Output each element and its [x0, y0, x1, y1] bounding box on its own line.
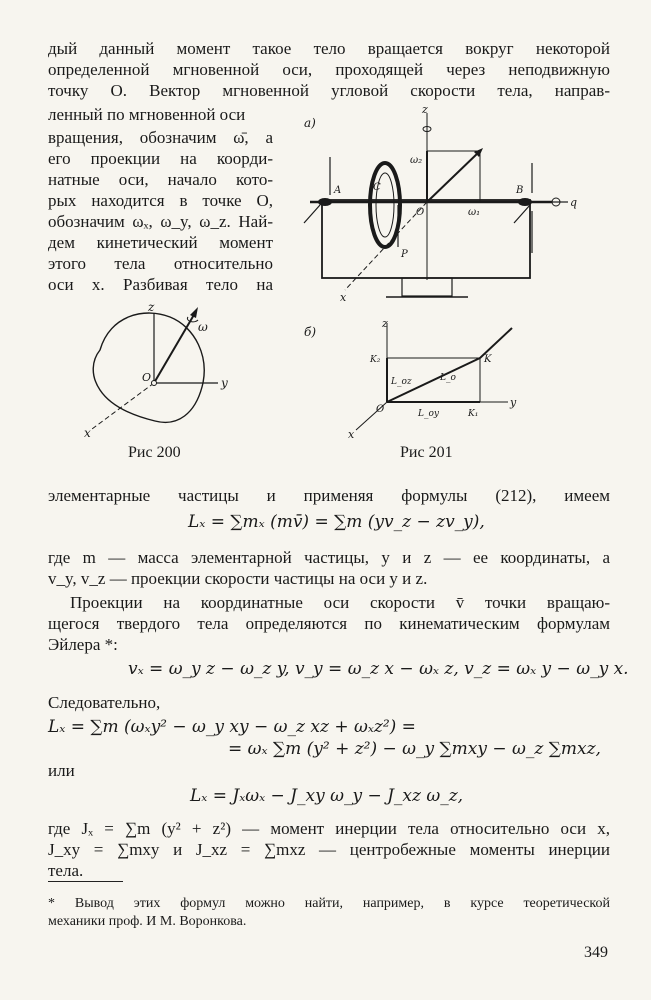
frame — [322, 200, 530, 278]
omega-vector — [427, 151, 480, 202]
text-line: этого тела относительно — [48, 254, 273, 273]
text-line: щегося твердого тела определяются по кинематическим формулам — [48, 614, 610, 633]
label-ky: K₁ — [468, 409, 479, 419]
figure-201b — [290, 318, 610, 443]
bearing-b — [518, 198, 532, 206]
label-c: C — [373, 182, 381, 193]
text-line: v_y, v_z — проекции скорости частицы на оси y и z. — [48, 569, 428, 588]
label-b-point: B — [516, 185, 524, 196]
text-line: или — [48, 761, 75, 780]
text-line: оси x. Разбивая тело на — [48, 275, 273, 294]
figure-200-caption: Рис 200 — [128, 444, 181, 461]
force-left-x — [304, 205, 320, 223]
formula-lx-definition: Lₓ = ∑mₓ (mv̄) = ∑m (yv_z − zv_y), — [188, 512, 485, 532]
text-line: вращения, обозначим ω̄, а — [48, 128, 273, 147]
footnote-line: механики проф. И М. Воронкова. — [48, 914, 247, 929]
label-loy: L_oy — [418, 409, 439, 419]
text-line: обозначим ωₓ, ω_y, ω_z. Най- — [48, 212, 273, 231]
label-o: O — [376, 404, 385, 415]
label-o: O — [416, 207, 425, 218]
omega-vector — [154, 313, 195, 383]
text-line: дый данный момент такое тело вращается вокруг некоторой — [48, 39, 610, 58]
text-line: Эйлера *: — [48, 635, 118, 654]
label-x: x — [348, 428, 355, 441]
footnote-line: * Вывод этих формул можно найти, например, в курсе теоретической — [48, 896, 610, 911]
force-right-x — [514, 205, 530, 223]
bearing-a — [318, 198, 332, 206]
formula-expansion-line1: Lₓ = ∑m (ωₓy² − ω_y xy − ω_z xz + ωₓz²) = — [48, 717, 416, 737]
label-x: x — [84, 426, 91, 440]
base — [402, 278, 452, 296]
text-line: элементарные частицы и применяя формулы (212), имеем — [48, 486, 610, 505]
label-a: а) — [304, 116, 316, 130]
label-omega: ω — [198, 320, 208, 334]
figure-201-caption: Рис 201 — [400, 444, 453, 461]
page-number: 349 — [584, 944, 608, 961]
label-z: z — [422, 103, 428, 116]
x-axis — [92, 383, 154, 429]
label-omega2: ω₂ — [410, 155, 423, 166]
text-line: натные оси, начало кото- — [48, 170, 273, 189]
formula-lx-result: Lₓ = Jₓωₓ − J_xy ω_y − J_xz ω_z, — [190, 786, 464, 806]
label-o: O — [142, 371, 152, 384]
text-line: ленный по мгновенной оси — [48, 105, 246, 124]
text-line: точку O. Вектор мгновенной угловой скорости тела, направ- — [48, 81, 610, 100]
label-a-point: A — [334, 185, 342, 196]
body-outline — [93, 313, 204, 422]
label-q: q — [570, 196, 578, 209]
origin-point — [152, 381, 157, 386]
text-line: Проекции на координатные оси скорости v̄ точки вращаю- — [70, 593, 610, 612]
label-k: K — [484, 354, 492, 365]
text-line: Следовательно, — [48, 693, 161, 712]
label-omega1: ω₁ — [468, 207, 481, 218]
text-line: тела. — [48, 861, 84, 880]
label-x: x — [340, 291, 347, 304]
wrapped-paragraph — [48, 104, 273, 295]
text-line: J_xy = ∑mxy и J_xz = ∑mxz — центробежные моменты инерции — [48, 840, 610, 859]
text-line: определенной мгновенной оси, проходящей через неподвижную — [48, 60, 610, 79]
formula-expansion-line2: = ωₓ ∑m (y² + z²) − ω_y ∑mxy − ω_z ∑mxz, — [228, 739, 601, 759]
text-line: его проекции на коорди- — [48, 149, 273, 168]
x-axis — [345, 202, 427, 290]
text-line: где m — масса элементарной частицы, y и z — ее координаты, а — [48, 548, 610, 567]
label-y: y — [510, 396, 517, 409]
footnote-rule — [48, 881, 123, 882]
text-line: рых находится в точке O, — [48, 191, 273, 210]
label-z: z — [148, 300, 155, 314]
text-line: где Jₓ = ∑m (y² + z²) — момент инерции тела относительно оси x, — [48, 819, 610, 838]
label-z: z — [382, 317, 388, 330]
figure-201a — [290, 105, 610, 320]
label-loz: L_oz — [391, 377, 412, 387]
label-p: P — [401, 249, 408, 260]
label-kz: K₂ — [370, 355, 381, 365]
label-b: б) — [304, 325, 317, 339]
disk — [370, 163, 400, 247]
figure-200 — [70, 295, 270, 445]
label-lo: L_o — [440, 373, 456, 383]
label-y: y — [221, 376, 228, 390]
text-line: дем кинетический момент — [48, 233, 273, 252]
formula-euler: vₓ = ω_y z − ω_z y, v_y = ω_z x − ωₓ z, v_z = ωₓ y − ω_y x. — [128, 659, 629, 679]
omega-arrowhead — [190, 307, 198, 318]
